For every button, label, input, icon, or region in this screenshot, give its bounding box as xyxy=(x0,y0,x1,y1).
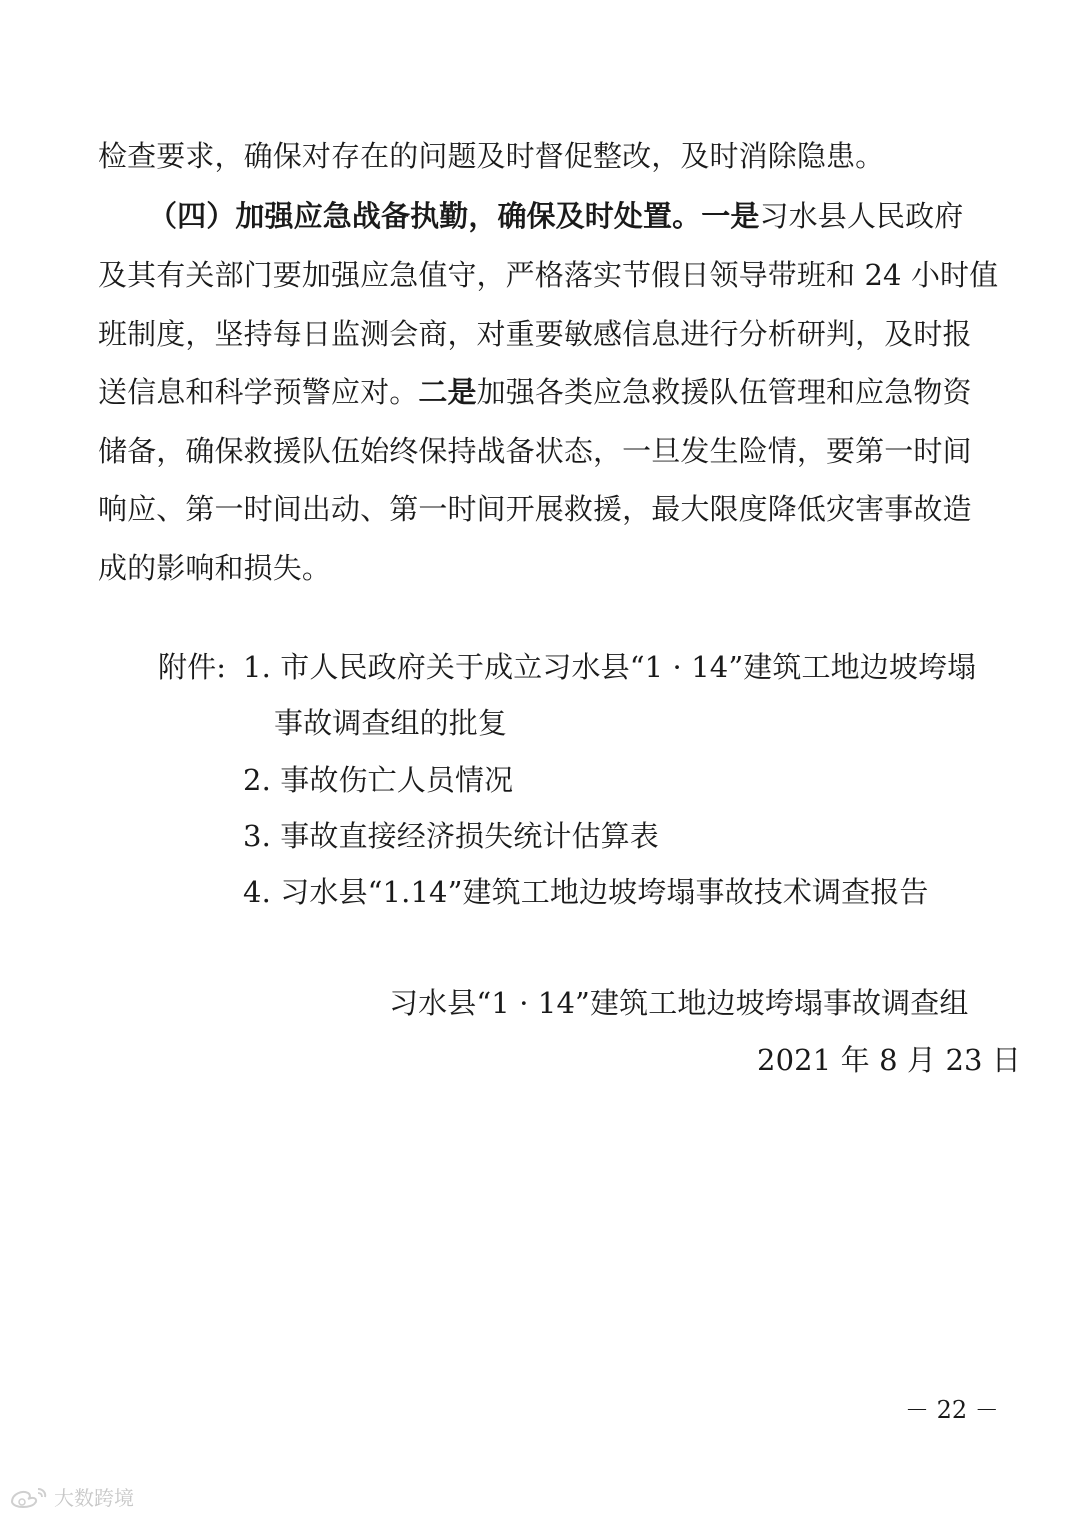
emphasis-first: 一是 xyxy=(701,199,760,233)
body-line-5-b: 加强各类应急救援队伍管理和应急物资 xyxy=(476,375,972,409)
body-line-1: 检查要求，确保对存在的问题及时督促整改，及时消除隐患。 xyxy=(98,139,885,173)
signature-date: 2021 年 8 月 23 日 xyxy=(757,1043,1022,1077)
section-heading-4: （四）加强应急战备执勤，确保及时处置。 xyxy=(148,199,702,233)
attachments-label: 附件: xyxy=(158,650,227,684)
body-line-4: 班制度，坚持每日监测会商，对重要敏感信息进行分析研判，及时报 xyxy=(98,317,972,351)
body-line-5 xyxy=(98,372,972,412)
body-line-6: 储备，确保救援队伍始终保持战备状态，一旦发生险情，要第一时间 xyxy=(98,434,972,468)
weibo-logo-icon xyxy=(8,1484,50,1510)
page-number: － 22 － xyxy=(905,1396,999,1424)
attachment-item-2: 2. 事故伤亡人员情况 xyxy=(243,763,514,797)
body-line-7: 响应、第一时间出动、第一时间开展救援，最大限度降低灾害事故造 xyxy=(98,492,972,526)
attachment-item-4: 4. 习水县“1.14”建筑工地边坡垮塌事故技术调查报告 xyxy=(243,875,929,909)
watermark-text: 大数跨境 xyxy=(54,1486,134,1510)
signature-org: 习水县“1 · 14”建筑工地边坡垮塌事故调查组 xyxy=(389,986,969,1020)
attachment-item-1: 1. 市人民政府关于成立习水县“1 · 14”建筑工地边坡垮塌 xyxy=(243,650,977,684)
attachment-item-3: 3. 事故直接经济损失统计估算表 xyxy=(243,819,659,853)
body-line-8: 成的影响和损失。 xyxy=(98,551,331,585)
body-line-2-rest: 习水县人民政府 xyxy=(759,199,964,233)
attachment-item-1-cont: 事故调查组的批复 xyxy=(274,706,507,740)
emphasis-second: 二是 xyxy=(418,375,477,409)
watermark xyxy=(8,1482,134,1511)
body-line-2 xyxy=(148,196,963,236)
body-line-3: 及其有关部门要加强应急值守，严格落实节假日领导带班和 24 小时值 xyxy=(98,258,999,292)
body-line-5-a: 送信息和科学预警应对。 xyxy=(98,375,419,409)
